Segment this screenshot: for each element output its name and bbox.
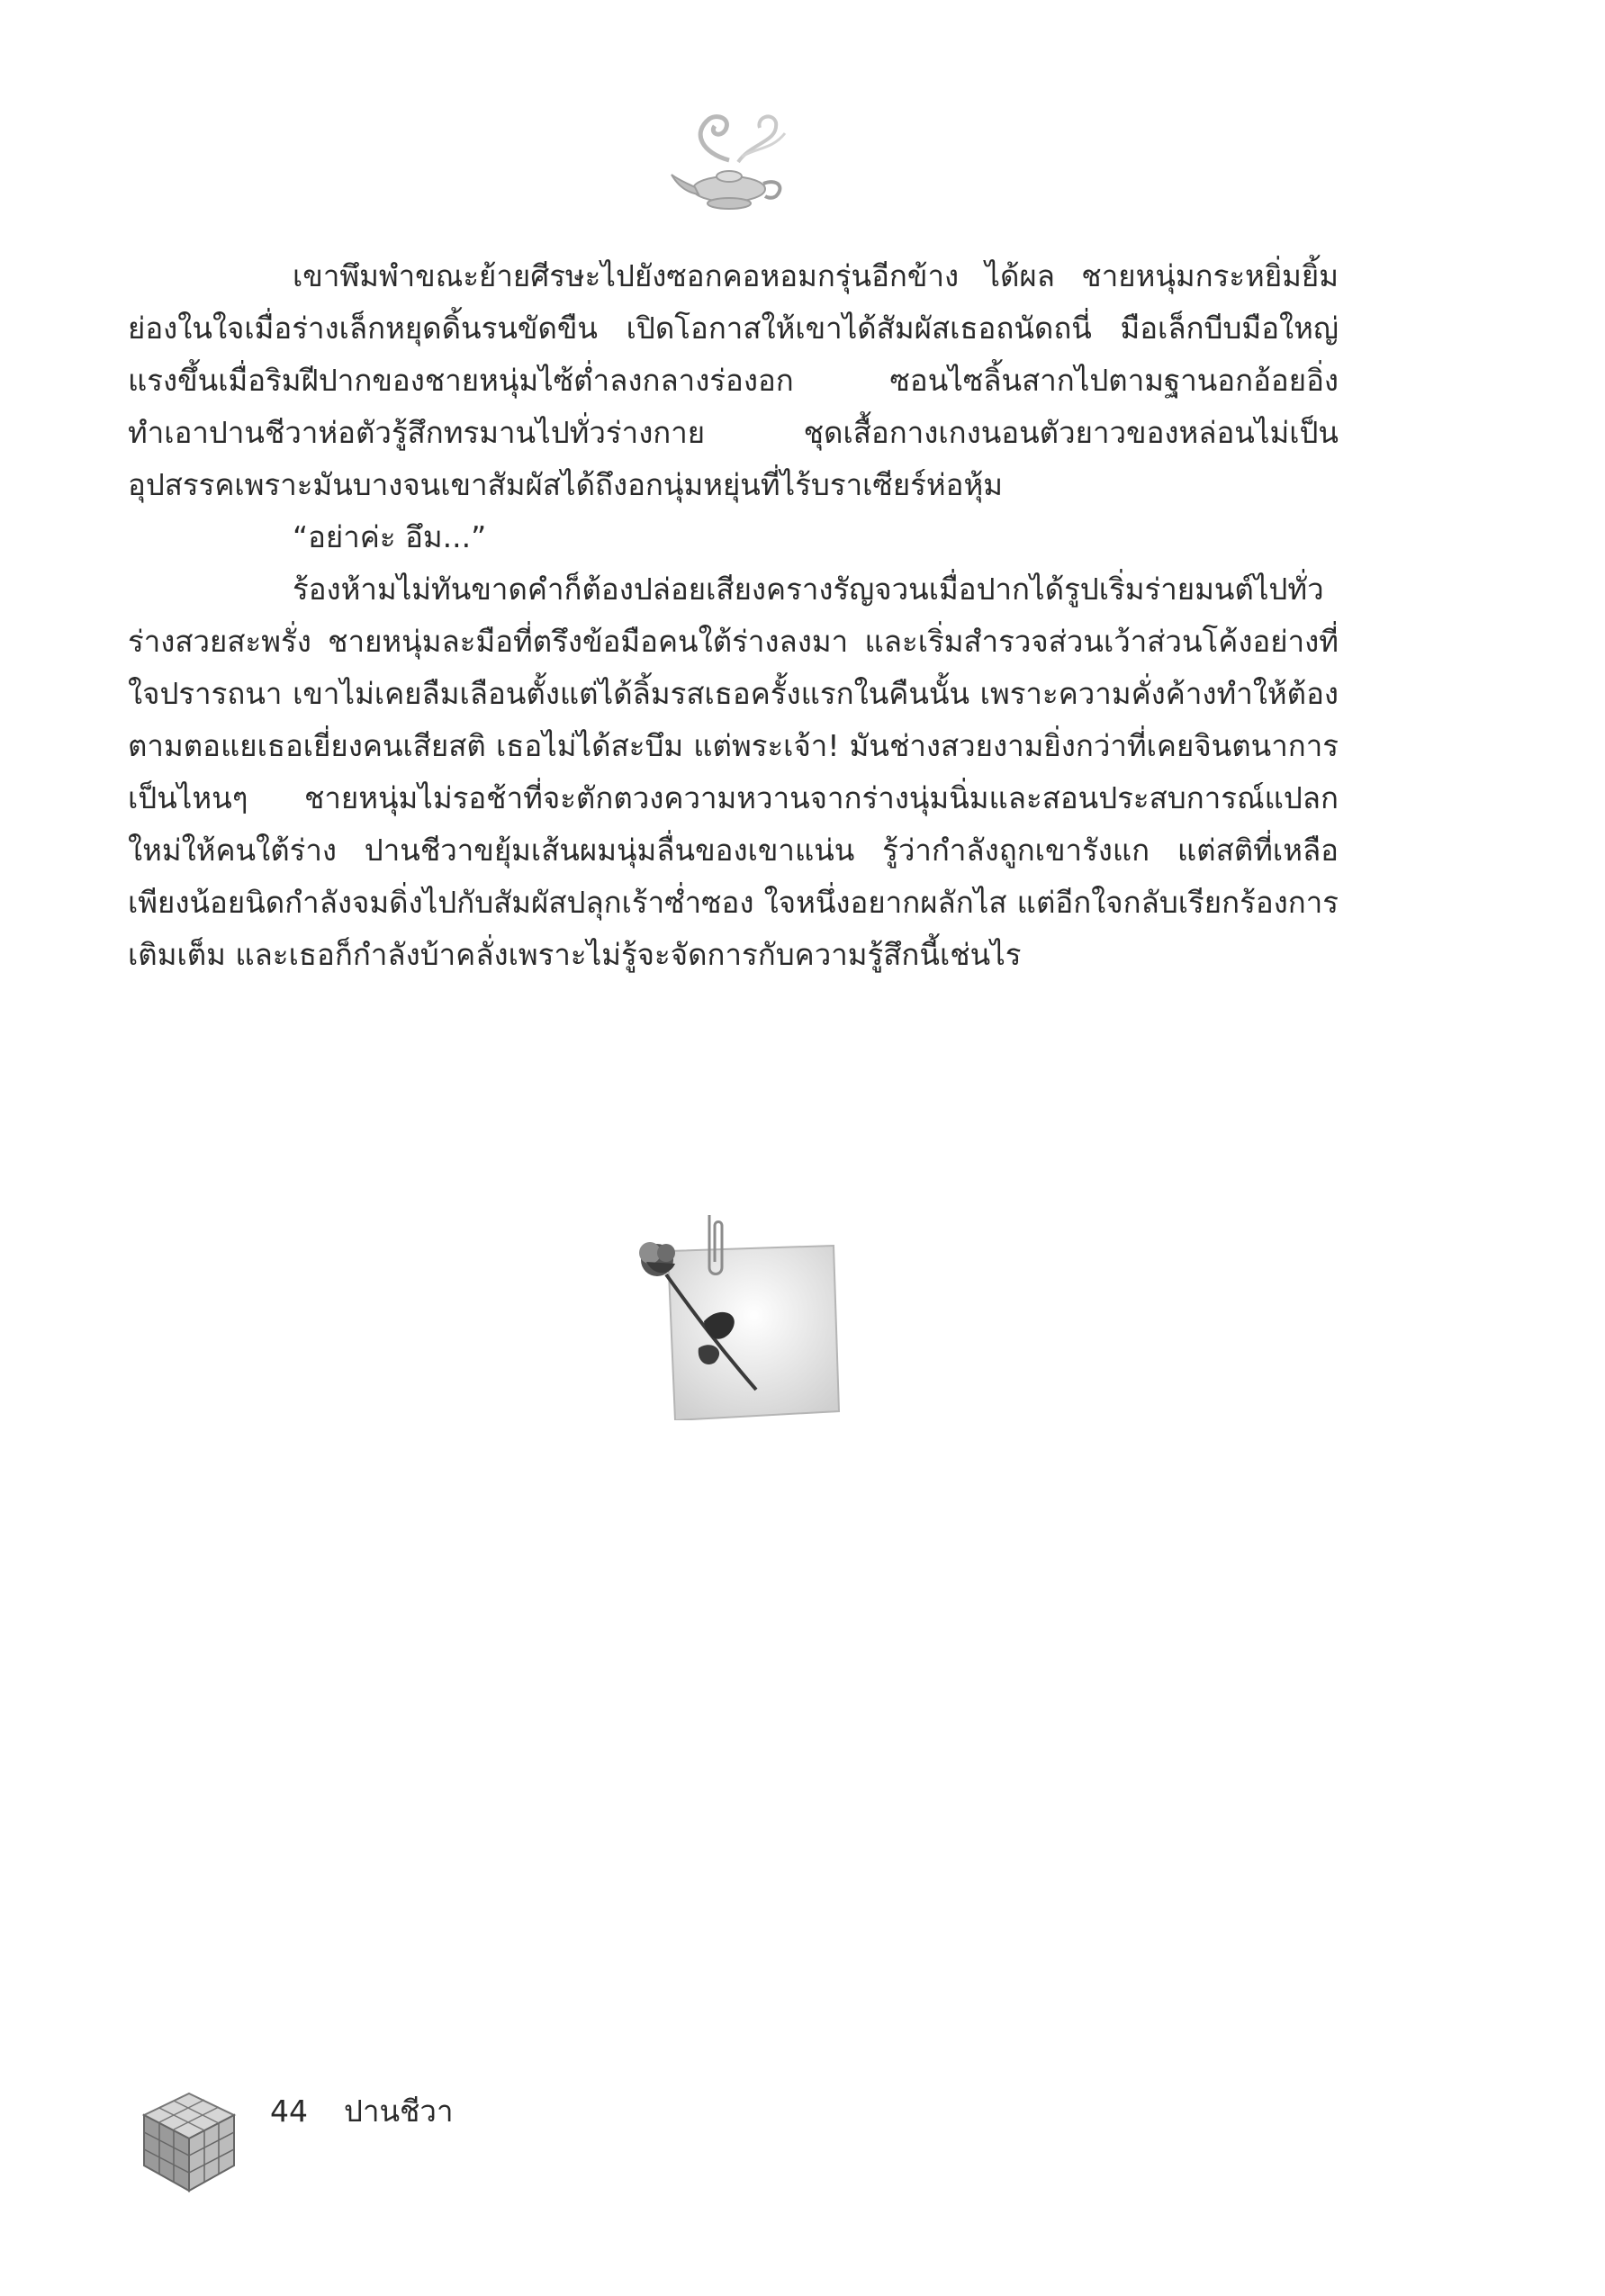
paragraph: เขาพึมพำขณะย้ายศีรษะไปยังซอกคอหอมกรุ่นอีกข้าง ได้ผล ชายหนุ่มกระหยิ่มยิ้มย่องในใจเมื่อร่างเล็กหยุดดิ้นรนขัดขืน เปิดโอกาสให้เขาได้สัมผัสเธอถนัดถนี่ มือเล็กบีบมือใหญ่แรงขึ้นเมื่อริมฝีปากของชายหนุ่มไซ้ต่ำลงกลางร่องอก ซอนไซลิ้นสากไปตามฐานอกอ้อยอิ่ง ทำเอาปานชีวาห่อตัวรู้สึกทรมานไปทั่วร่างกาย ชุดเสื้อกางเกงนอนตัวยาวของหล่อนไม่เป็นอุปสรรคเพราะมันบางจนเขาสัมผัสได้ถึงอกนุ่มหยุ่นที่ไร้บราเซียร์ห่อหุ้ม: [128, 258, 1339, 502]
paragraph: ร้องห้ามไม่ทันขาดคำก็ต้องปล่อยเสียงครางรัญจวนเมื่อปากได้รูปเริ่มร่ายมนต์ไปทั่วร่างสวยสะพรั่ง ชายหนุ่มละมือที่ตรึงข้อมือคนใต้ร่างลงมา และเริ่มสำรวจส่วนเว้าส่วนโค้งอย่างที่ใจปรารถนา เขาไม่เคยลืมเลือนตั้งแต่ได้ลิ้มรสเธอครั้งแรกในคืนนั้น เพราะความคั่งค้างทำให้ต้องตามตอแยเธอเยี่ยงคนเสียสติ เธอไม่ได้สะบึม แต่พระเจ้า! มันช่างสวยงามยิ่งกว่าที่เคยจินตนาการเป็นไหนๆ ชายหนุ่มไม่รอช้าที่จะตักตวงความหวานจากร่างนุ่มนิ่มและสอนประสบการณ์แปลกใหม่ให้คนใต้ร่าง ปานชีวาขยุ้มเส้นผมนุ่มลื่นของเขาแน่น รู้ว่ากำลังถูกเขารังแก แต่สติที่เหลือเพียงน้อยนิดกำลังจมดิ่งไปกับสัมผัสปลุกเร้าซ่ำซอง ใจหนึ่งอยากผลักไส แต่อีกใจกลับเรียกร้องการเติมเต็ม และเธอก็กำลังบ้าคลั่งเพราะไม่รู้จะจัดการกับความรู้สึกนี้เช่นไร: [128, 572, 1339, 972]
magic-lamp-icon: [666, 106, 792, 214]
book-title: ปานชีวา: [344, 2093, 454, 2129]
rose-note-icon: [621, 1213, 846, 1420]
rubiks-cube-icon: [135, 2088, 243, 2196]
page-number: 44: [270, 2093, 308, 2129]
dialogue-line: “อย่าค่ะ อึม...”: [293, 519, 487, 554]
story-text: [128, 250, 1339, 981]
